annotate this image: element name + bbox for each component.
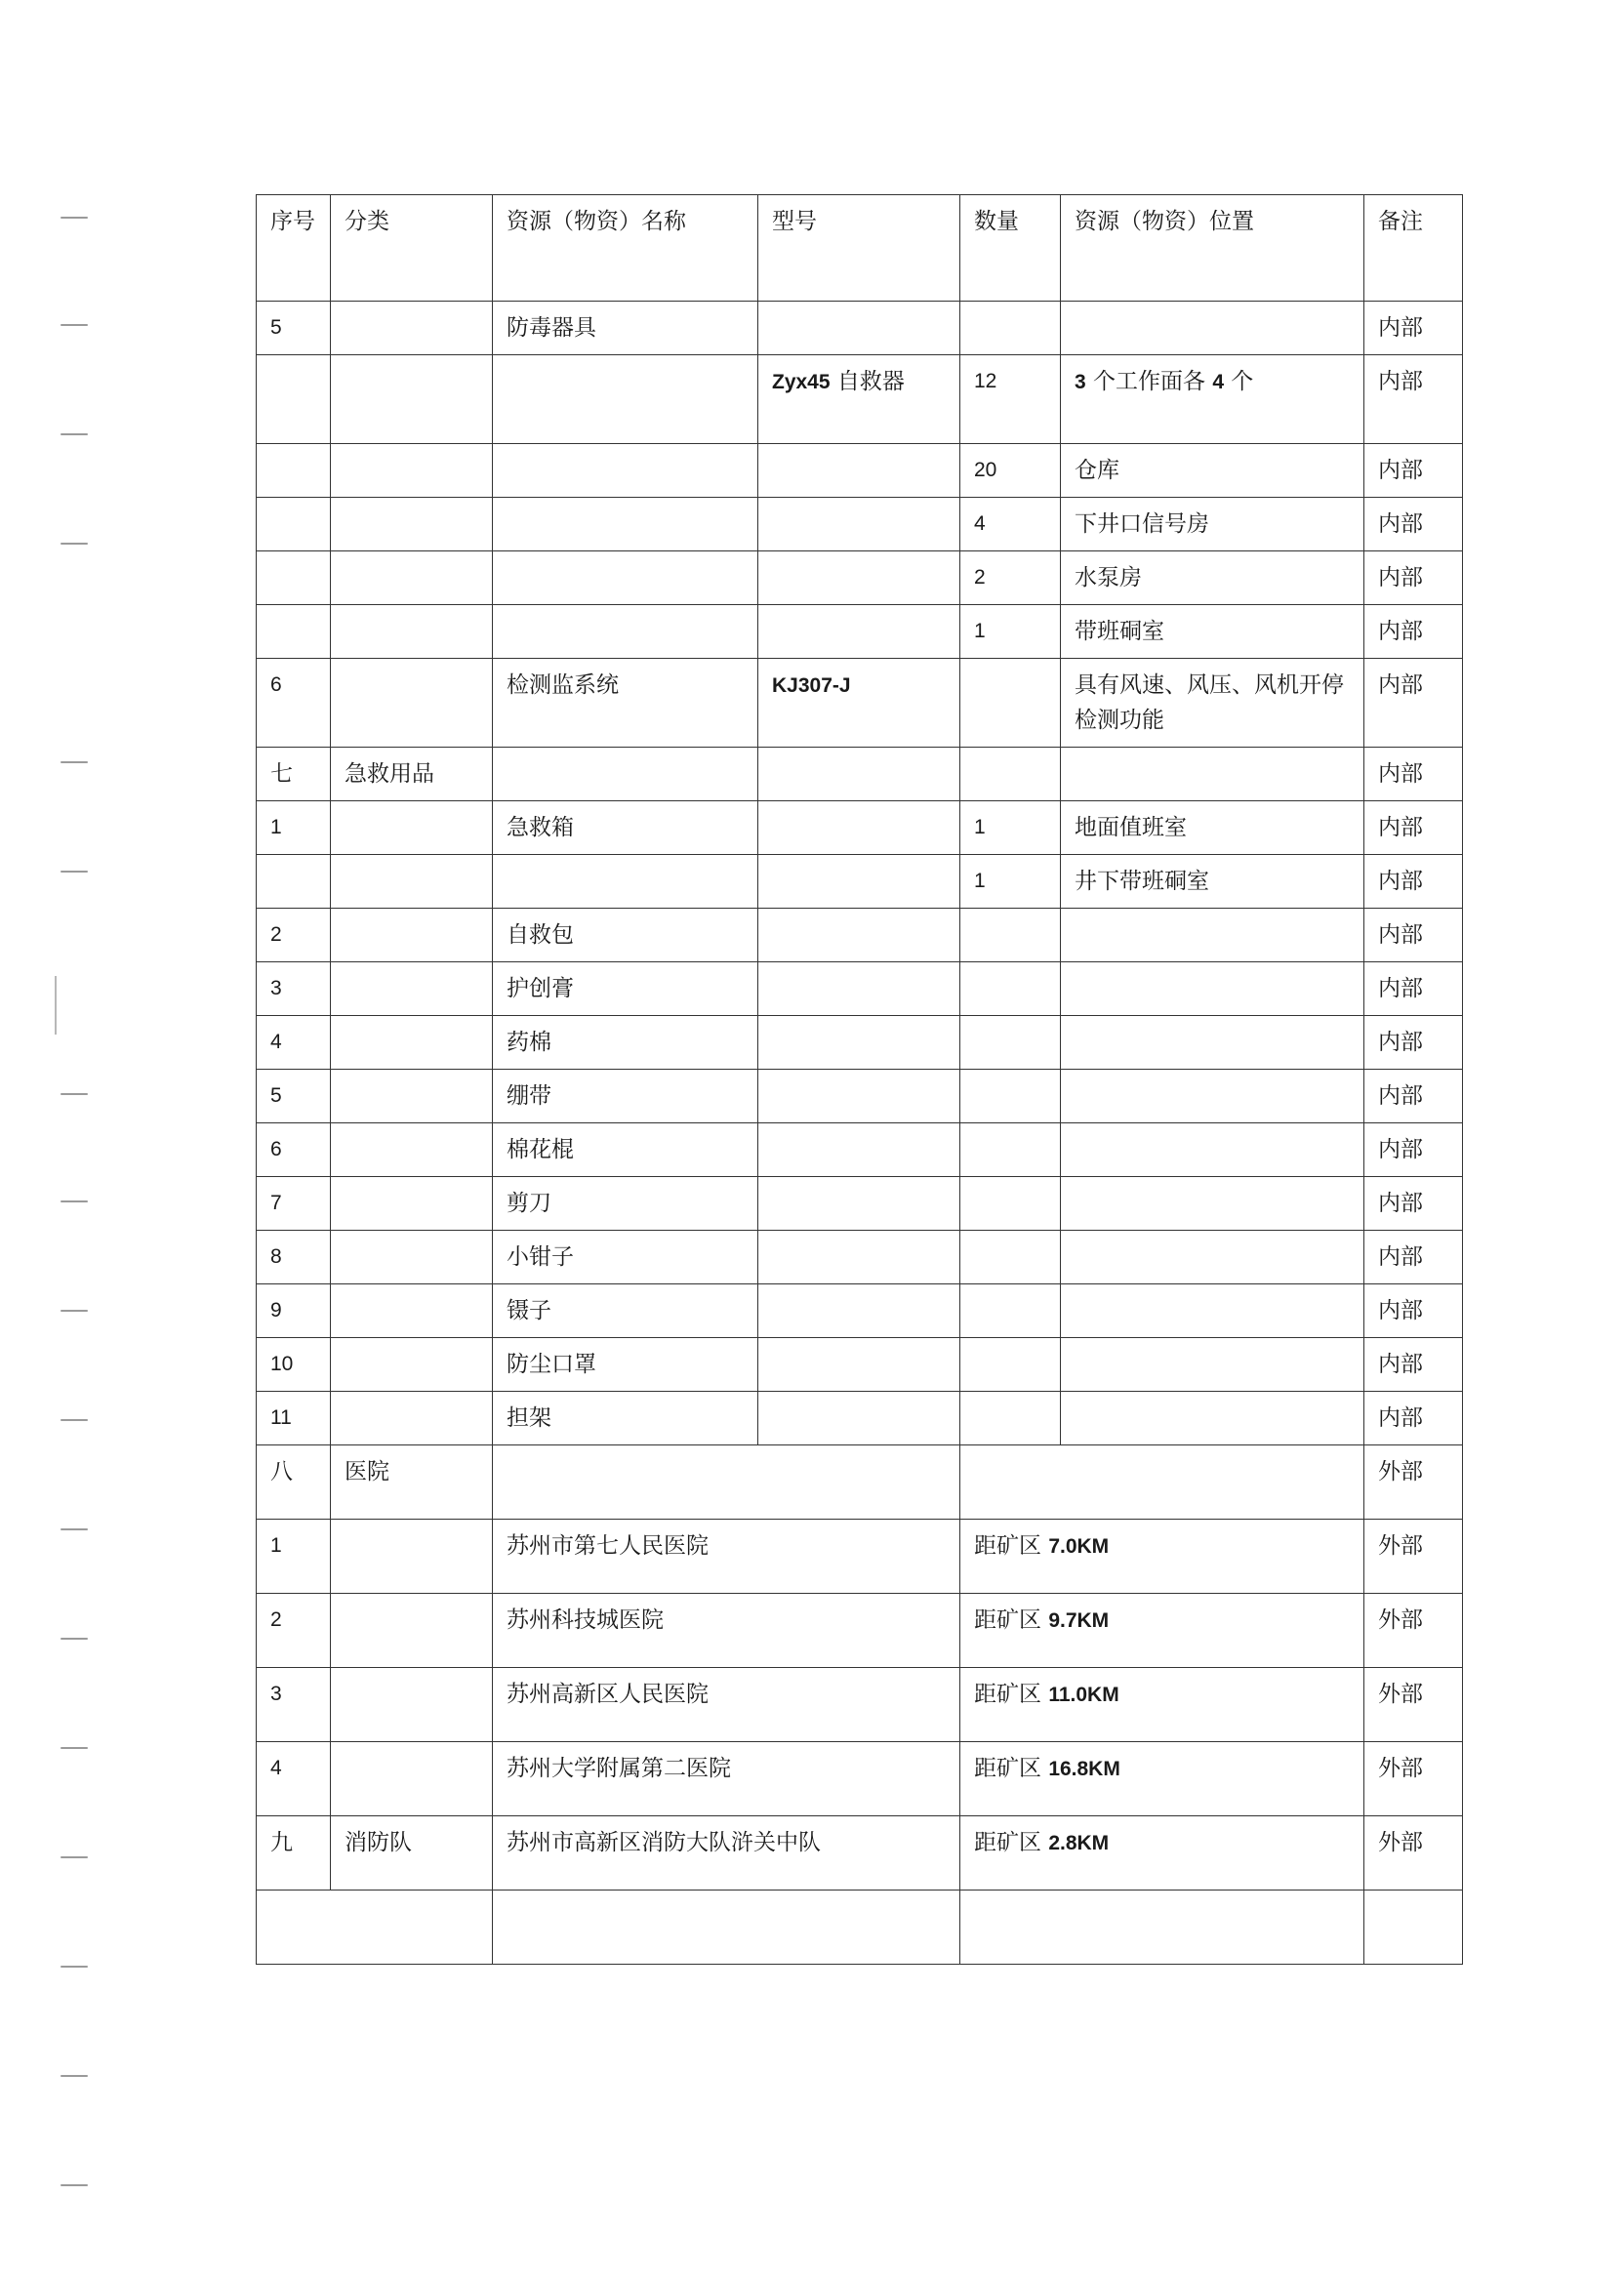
cell-remark: 内部 xyxy=(1364,659,1463,748)
cell-name: 苏州高新区人民医院 xyxy=(493,1668,960,1742)
cell-seq xyxy=(257,444,331,498)
cell-seq xyxy=(257,551,331,605)
binder-mark xyxy=(61,1310,88,1312)
cell-distance xyxy=(960,1891,1364,1965)
cell-location xyxy=(1061,748,1364,801)
cell-model xyxy=(758,1231,960,1284)
cell-remark: 内部 xyxy=(1364,444,1463,498)
binder-mark xyxy=(61,2184,88,2186)
header-seq: 序号 xyxy=(257,195,331,302)
cell-qty xyxy=(960,1070,1061,1123)
cell-category xyxy=(331,659,493,748)
cell-model xyxy=(758,302,960,355)
emergency-resources-table xyxy=(256,194,1463,1965)
cell-qty xyxy=(960,1338,1061,1392)
table-row xyxy=(257,444,1463,498)
cell-qty xyxy=(960,1284,1061,1338)
cell-name xyxy=(493,1891,960,1965)
cell-model xyxy=(758,962,960,1016)
cell-name: 防毒器具 xyxy=(493,302,758,355)
cell-seq xyxy=(257,355,331,444)
cell-remark: 外部 xyxy=(1364,1668,1463,1742)
cell-location xyxy=(1061,1177,1364,1231)
binder-mark xyxy=(61,2075,88,2077)
cell-remark: 外部 xyxy=(1364,1742,1463,1816)
cell-category xyxy=(331,1742,493,1816)
cell-name: 担架 xyxy=(493,1392,758,1445)
cell-seq: 4 xyxy=(257,1742,331,1816)
hospital-row xyxy=(257,1668,1463,1742)
cell-name: 检测监系统 xyxy=(493,659,758,748)
cell-name: 苏州大学附属第二医院 xyxy=(493,1742,960,1816)
cell-category xyxy=(331,444,493,498)
cell-category xyxy=(331,498,493,551)
cell-category xyxy=(331,1668,493,1742)
cell-qty: 2 xyxy=(960,551,1061,605)
cell-category xyxy=(331,551,493,605)
cell-remark: 内部 xyxy=(1364,551,1463,605)
empty-row xyxy=(257,1891,1463,1965)
cell-category xyxy=(331,962,493,1016)
cell-qty xyxy=(960,1016,1061,1070)
cell-location xyxy=(1061,1231,1364,1284)
distance-label: 距矿区 xyxy=(974,1533,1049,1559)
cell-remark xyxy=(1364,1891,1463,1965)
cell-category: 急救用品 xyxy=(331,748,493,801)
binder-hole-marks xyxy=(0,0,88,2277)
cell-location: 井下带班硐室 xyxy=(1061,855,1364,909)
cell-seq: 4 xyxy=(257,1016,331,1070)
cell-remark: 外部 xyxy=(1364,1445,1463,1520)
cell-location xyxy=(1061,1392,1364,1445)
cell-distance xyxy=(960,1742,1364,1816)
cell-category xyxy=(331,1392,493,1445)
binder-mark xyxy=(61,543,88,545)
cell-qty xyxy=(960,1177,1061,1231)
cell-location xyxy=(1061,1284,1364,1338)
cell-seq xyxy=(257,498,331,551)
section-row-hospital xyxy=(257,1445,1463,1520)
cell-category xyxy=(331,855,493,909)
cell-seq xyxy=(257,605,331,659)
cell-category xyxy=(331,1520,493,1594)
table-row xyxy=(257,1123,1463,1177)
cell-location xyxy=(1061,1016,1364,1070)
table-row xyxy=(257,801,1463,855)
header-remark: 备注 xyxy=(1364,195,1463,302)
cell-name-model xyxy=(493,1445,960,1520)
table-row xyxy=(257,498,1463,551)
table-row xyxy=(257,855,1463,909)
cell-name xyxy=(493,748,758,801)
cell-model xyxy=(758,801,960,855)
cell-seq: 九 xyxy=(257,1816,331,1891)
cell-location: 水泵房 xyxy=(1061,551,1364,605)
table-row xyxy=(257,1016,1463,1070)
cell-location: 具有风速、风压、风机开停检测功能 xyxy=(1061,659,1364,748)
cell-remark: 内部 xyxy=(1364,1016,1463,1070)
binder-mark xyxy=(61,871,88,873)
cell-qty: 1 xyxy=(960,855,1061,909)
table-row xyxy=(257,748,1463,801)
distance-value: 16.8KM xyxy=(1048,1758,1120,1780)
cell-location xyxy=(1061,962,1364,1016)
cell-name: 小钳子 xyxy=(493,1231,758,1284)
cell-seq: 11 xyxy=(257,1392,331,1445)
cell-name xyxy=(493,498,758,551)
fire-brigade-row xyxy=(257,1816,1463,1891)
cell-location: 3 个工作面各 4 个 xyxy=(1061,355,1364,444)
cell-category xyxy=(331,1338,493,1392)
cell-category xyxy=(331,909,493,962)
cell-name: 护创膏 xyxy=(493,962,758,1016)
binder-mark xyxy=(61,1419,88,1421)
cell-remark: 内部 xyxy=(1364,1392,1463,1445)
cell-name: 苏州科技城医院 xyxy=(493,1594,960,1668)
cell-qty xyxy=(960,302,1061,355)
cell-name: 剪刀 xyxy=(493,1177,758,1231)
cell-category xyxy=(331,355,493,444)
cell-distance xyxy=(960,1668,1364,1742)
cell-qty: 20 xyxy=(960,444,1061,498)
cell-model xyxy=(758,551,960,605)
cell-remark: 内部 xyxy=(1364,962,1463,1016)
header-location: 资源（物资）位置 xyxy=(1061,195,1364,302)
cell-remark: 内部 xyxy=(1364,801,1463,855)
cell-model xyxy=(758,1123,960,1177)
distance-label: 距矿区 xyxy=(974,1756,1049,1781)
cell-seq: 七 xyxy=(257,748,331,801)
binder-mark xyxy=(61,433,88,435)
table-row xyxy=(257,1392,1463,1445)
cell-remark: 外部 xyxy=(1364,1594,1463,1668)
cell-category xyxy=(331,1123,493,1177)
cell-category xyxy=(331,801,493,855)
cell-qty xyxy=(960,962,1061,1016)
cell-location xyxy=(1061,302,1364,355)
binder-mark xyxy=(61,1200,88,1202)
cell-seq: 八 xyxy=(257,1445,331,1520)
table-row xyxy=(257,1338,1463,1392)
table-row xyxy=(257,1070,1463,1123)
cell-seq: 5 xyxy=(257,302,331,355)
cell-category xyxy=(331,1594,493,1668)
distance-value: 2.8KM xyxy=(1048,1832,1110,1854)
distance-label: 距矿区 xyxy=(974,1830,1049,1855)
cell-category xyxy=(331,1284,493,1338)
binder-mark xyxy=(61,1747,88,1749)
header-name: 资源（物资）名称 xyxy=(493,195,758,302)
cell-seq: 2 xyxy=(257,909,331,962)
table-row xyxy=(257,909,1463,962)
distance-value: 9.7KM xyxy=(1048,1609,1110,1632)
cell-model xyxy=(758,748,960,801)
cell-name: 棉花棍 xyxy=(493,1123,758,1177)
cell-remark: 内部 xyxy=(1364,1284,1463,1338)
header-model: 型号 xyxy=(758,195,960,302)
cell-remark: 外部 xyxy=(1364,1520,1463,1594)
cell-location: 下井口信号房 xyxy=(1061,498,1364,551)
binder-mark xyxy=(61,1528,88,1530)
cell-qty xyxy=(960,909,1061,962)
cell-name: 镊子 xyxy=(493,1284,758,1338)
cell-seq: 7 xyxy=(257,1177,331,1231)
cell-seq: 1 xyxy=(257,801,331,855)
distance-label: 距矿区 xyxy=(974,1607,1049,1633)
cell-qty xyxy=(960,1123,1061,1177)
cell-seq: 1 xyxy=(257,1520,331,1594)
cell-remark: 外部 xyxy=(1364,1816,1463,1891)
table-row xyxy=(257,659,1463,748)
cell-model xyxy=(758,1177,960,1231)
table-row xyxy=(257,551,1463,605)
cell-seq: 3 xyxy=(257,1668,331,1742)
cell-category xyxy=(331,605,493,659)
binder-mark xyxy=(61,324,88,326)
table-row xyxy=(257,605,1463,659)
cell-model xyxy=(758,1070,960,1123)
table-row xyxy=(257,355,1463,444)
cell-name xyxy=(493,444,758,498)
cell-seq: 3 xyxy=(257,962,331,1016)
cell-seq: 6 xyxy=(257,659,331,748)
cell-qty-location xyxy=(960,1445,1364,1520)
cell-name: 绷带 xyxy=(493,1070,758,1123)
cell-remark: 内部 xyxy=(1364,748,1463,801)
cell-qty: 4 xyxy=(960,498,1061,551)
table-row xyxy=(257,302,1463,355)
cell-remark: 内部 xyxy=(1364,355,1463,444)
cell-name xyxy=(493,855,758,909)
cell-remark: 内部 xyxy=(1364,855,1463,909)
binder-mark xyxy=(61,761,88,763)
cell-category xyxy=(331,1016,493,1070)
cell-seq: 6 xyxy=(257,1123,331,1177)
distance-value: 7.0KM xyxy=(1048,1535,1110,1558)
cell-seq-category xyxy=(257,1891,493,1965)
cell-location: 带班硐室 xyxy=(1061,605,1364,659)
cell-model xyxy=(758,1284,960,1338)
cell-seq: 10 xyxy=(257,1338,331,1392)
cell-distance xyxy=(960,1594,1364,1668)
cell-model xyxy=(758,498,960,551)
cell-location xyxy=(1061,1070,1364,1123)
cell-name: 苏州市高新区消防大队浒关中队 xyxy=(493,1816,960,1891)
binder-mark xyxy=(61,1856,88,1858)
cell-name: 苏州市第七人民医院 xyxy=(493,1520,960,1594)
cell-remark: 内部 xyxy=(1364,1123,1463,1177)
cell-qty xyxy=(960,748,1061,801)
cell-seq: 5 xyxy=(257,1070,331,1123)
table-row xyxy=(257,1231,1463,1284)
binder-mark xyxy=(61,1966,88,1968)
cell-model: Zyx45 自救器 xyxy=(758,355,960,444)
cell-name xyxy=(493,355,758,444)
cell-category: 消防队 xyxy=(331,1816,493,1891)
cell-model xyxy=(758,444,960,498)
header-qty: 数量 xyxy=(960,195,1061,302)
cell-category: 医院 xyxy=(331,1445,493,1520)
cell-qty: 12 xyxy=(960,355,1061,444)
cell-remark: 内部 xyxy=(1364,1070,1463,1123)
cell-category xyxy=(331,302,493,355)
binder-bracket xyxy=(55,976,64,1035)
cell-model xyxy=(758,1392,960,1445)
cell-seq: 9 xyxy=(257,1284,331,1338)
cell-remark: 内部 xyxy=(1364,909,1463,962)
cell-location xyxy=(1061,1123,1364,1177)
cell-model xyxy=(758,909,960,962)
table-row xyxy=(257,962,1463,1016)
cell-category xyxy=(331,1231,493,1284)
cell-remark: 内部 xyxy=(1364,302,1463,355)
binder-mark xyxy=(61,1638,88,1640)
cell-location xyxy=(1061,1338,1364,1392)
binder-mark xyxy=(61,1093,88,1095)
binder-mark xyxy=(61,217,88,219)
distance-label: 距矿区 xyxy=(974,1682,1049,1707)
table-header-row xyxy=(257,195,1463,302)
cell-remark: 内部 xyxy=(1364,1177,1463,1231)
header-category: 分类 xyxy=(331,195,493,302)
cell-remark: 内部 xyxy=(1364,498,1463,551)
cell-qty: 1 xyxy=(960,605,1061,659)
hospital-row xyxy=(257,1594,1463,1668)
cell-model xyxy=(758,1338,960,1392)
distance-value: 11.0KM xyxy=(1048,1684,1119,1706)
cell-qty: 1 xyxy=(960,801,1061,855)
cell-location: 仓库 xyxy=(1061,444,1364,498)
cell-name: 自救包 xyxy=(493,909,758,962)
cell-name xyxy=(493,605,758,659)
cell-distance xyxy=(960,1520,1364,1594)
cell-seq: 8 xyxy=(257,1231,331,1284)
cell-name: 防尘口罩 xyxy=(493,1338,758,1392)
cell-location xyxy=(1061,909,1364,962)
hospital-row xyxy=(257,1742,1463,1816)
table-row xyxy=(257,1177,1463,1231)
cell-remark: 内部 xyxy=(1364,1231,1463,1284)
cell-model xyxy=(758,1016,960,1070)
cell-qty xyxy=(960,1231,1061,1284)
cell-category xyxy=(331,1070,493,1123)
cell-name: 药棉 xyxy=(493,1016,758,1070)
hospital-row xyxy=(257,1520,1463,1594)
cell-qty xyxy=(960,1392,1061,1445)
cell-seq xyxy=(257,855,331,909)
cell-category xyxy=(331,1177,493,1231)
cell-qty xyxy=(960,659,1061,748)
cell-remark: 内部 xyxy=(1364,605,1463,659)
cell-seq: 2 xyxy=(257,1594,331,1668)
cell-model xyxy=(758,605,960,659)
cell-model: KJ307-J xyxy=(758,659,960,748)
cell-distance xyxy=(960,1816,1364,1891)
table-row xyxy=(257,1284,1463,1338)
cell-name xyxy=(493,551,758,605)
cell-name: 急救箱 xyxy=(493,801,758,855)
cell-location: 地面值班室 xyxy=(1061,801,1364,855)
cell-remark: 内部 xyxy=(1364,1338,1463,1392)
cell-model xyxy=(758,855,960,909)
